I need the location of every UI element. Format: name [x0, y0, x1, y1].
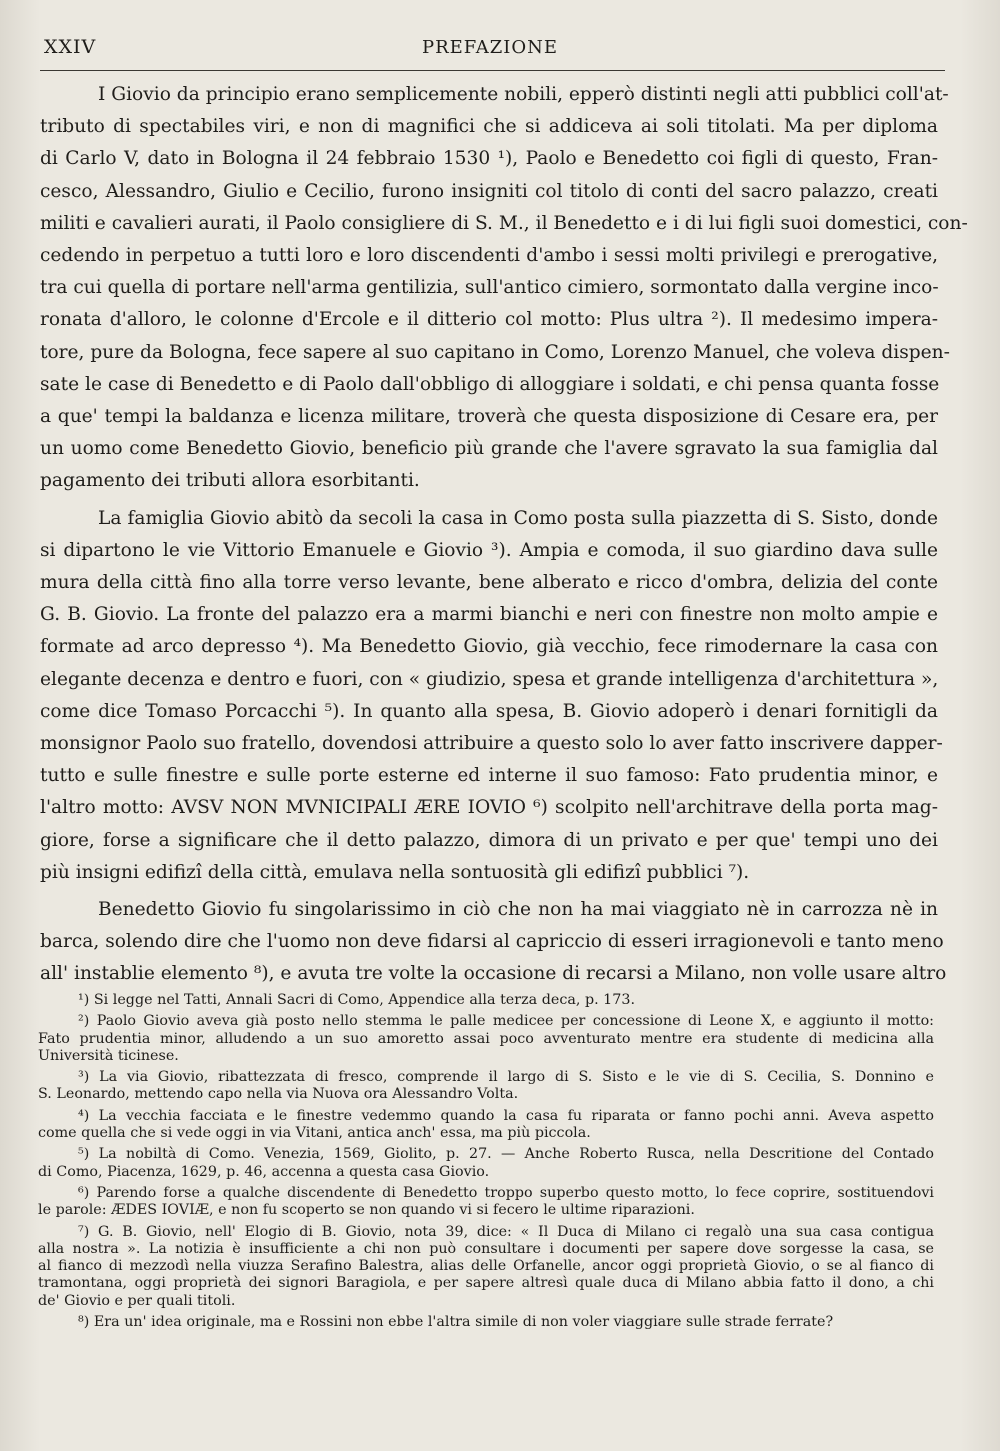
- text-line: un uomo come Benedetto Giovio, beneficio più grande che l'avere sgravato la sua famiglia dal: [40, 438, 938, 460]
- main-text: [40, 79, 968, 991]
- footnote-line: ⁷) G. B. Giovio, nell' Elogio di B. Giovio, nota 39, dice: « Il Duca di Milano ci regalò una sua casa contigua: [78, 1223, 934, 1240]
- footnote-line: ⁴) La vecchia facciata e le finestre vedemmo quando la casa fu riparata or fanno pochi anni. Aveva aspetto: [78, 1107, 934, 1124]
- footnote-line: tramontana, oggi proprietà dei signori Baragiola, e per sapere altresì quale duca di Milano abbia fatto il dono, a chi: [38, 1275, 934, 1292]
- footnote-line: ⁵) La nobiltà di Como. Venezia, 1569, Giolito, p. 27. — Anche Roberto Rusca, nella Descritione del Contado: [78, 1146, 934, 1163]
- footnote-line: ⁶) Parendo forse a qualche discendente di Benedetto troppo superbo questo motto, lo fece coprire, sostituendovi: [78, 1184, 934, 1201]
- paragraph: [40, 894, 947, 991]
- text-line: tra cui quella di portare nell'arma gentilizia, sull'antico cimiero, sormontato dalla vergine inco-: [40, 277, 939, 299]
- footnote: [38, 992, 934, 1009]
- footnote-line: Fato prudentia minor, alludendo a un suo amoretto assai poco avventurato mentre era studente di medicina alla: [38, 1030, 934, 1047]
- footnote-line: ²) Paolo Giovio aveva già posto nello stemma le palle medicee per concessione di Leone X, e aggiunto il motto:: [78, 1013, 934, 1030]
- footnote-line: S. Leonardo, mettendo capo nella via Nuova ora Alessandro Volta.: [38, 1086, 519, 1103]
- footnote-line: ¹) Si legge nel Tatti, Annali Sacri di Como, Appendice alla terza deca, p. 173.: [78, 992, 636, 1008]
- footnote-line: le parole: ÆDES IOVIÆ, e non fu scoperto se non quando vi si fecero le ultime riparazioni.: [38, 1202, 695, 1219]
- text-line: tributo di spectabiles viri, e non di magnifici che si addiceva ai soli titolati. Ma per diploma: [40, 116, 938, 138]
- text-line: G. B. Giovio. La fronte del palazzo era a marmi bianchi e neri con finestre non molto ampie e: [40, 604, 938, 626]
- text-line: sate le case di Benedetto e di Paolo dall'obbligo di alloggiare i soldati, e chi pensa quanta fosse: [40, 373, 940, 395]
- page-header: [44, 36, 938, 66]
- text-line: più insigni edifizî della città, emulava nella sontuosità gli edifizî pubblici ⁷).: [40, 861, 750, 883]
- text-line: La famiglia Giovio abitò da secoli la casa in Como posta sulla piazzetta di S. Sisto, donde: [98, 507, 938, 529]
- page-number: XXIV: [44, 36, 97, 58]
- footnote: [38, 1108, 934, 1143]
- footnote-line: Università ticinese.: [38, 1047, 179, 1064]
- text-line: mura della città fino alla torre verso levante, bene alberato e ricco d'ombra, delizia del conte: [40, 572, 938, 594]
- text-line: barca, solendo dire che l'uomo non deve fidarsi al capriccio di esseri irragionevoli e tanto meno: [40, 931, 944, 953]
- text-line: l'altro motto: AVSV NON MVNICIPALI ÆRE IOVIO ⁶) scolpito nell'architrave della porta mag-: [40, 797, 938, 819]
- text-line: tutto e sulle finestre e sulle porte esterne ed interne il suo famoso: Fato prudentia minor, e: [40, 765, 938, 787]
- footnote-line: di Como, Piacenza, 1629, p. 46, accenna a questa casa Giovio.: [38, 1163, 490, 1180]
- footnote: [38, 1314, 934, 1331]
- paragraph: [40, 79, 968, 498]
- running-title: PREFAZIONE: [422, 37, 558, 58]
- footnote: [38, 1013, 934, 1065]
- footnote-line: alla nostra ». La notizia è insufficiente a chi non può consultare i documenti per sapere dove sorgesse la casa, se: [38, 1240, 934, 1257]
- footnotes: [38, 992, 934, 1335]
- text-line: Benedetto Giovio fu singolarissimo in ciò che non ha mai viaggiato nè in carrozza nè in: [98, 899, 938, 921]
- footnote-line: come quella che si vede oggi in via Vitani, antica anch' essa, ma più piccola.: [38, 1125, 591, 1142]
- text-line: formate ad arco depresso ⁴). Ma Benedetto Giovio, già vecchio, fece rimodernare la casa con: [40, 636, 938, 658]
- footnote-line: ⁸) Era un' idea originale, ma e Rossini non ebbe l'altra simile di non voler viaggiare sulle strade ferrate?: [78, 1314, 834, 1331]
- text-line: I Giovio da principio erano semplicemente nobili, epperò distinti negli atti pubblici coll'at-: [98, 84, 949, 105]
- footnote-line: al fianco di mezzodì nella viuzza Serafino Balestra, alias delle Orfanelle, ancor oggi proprietà Giovio, o se al fianco di: [38, 1258, 934, 1275]
- text-line: cesco, Alessandro, Giulio e Cecilio, furono insigniti col titolo di conti del sacro palazzo, creati: [40, 180, 938, 202]
- text-line: giore, forse a significare che il detto palazzo, dimora di un privato e per que' tempi uno dei: [40, 829, 938, 851]
- text-line: ronata d'alloro, le colonne d'Ercole e il ditterio col motto: Plus ultra ²). Il medesimo impera-: [40, 309, 938, 331]
- text-line: elegante decenza e dentro e fuori, con « giudizio, spesa et grande intelligenza d'architettura »,: [40, 668, 939, 690]
- text-line: si dipartono le vie Vittorio Emanuele e Giovio ³). Ampia e comoda, il suo giardino dava sulle: [40, 539, 938, 561]
- header-rule: [40, 70, 945, 71]
- paragraph: [40, 503, 943, 889]
- text-line: militi e cavalieri aurati, il Paolo consigliere di S. M., il Benedetto e i di lui figli suoi domestici, con-: [40, 212, 968, 234]
- footnote-line: ³) La via Giovio, ribattezzata di fresco, comprende il largo di S. Sisto e le vie di S. Cecilia, S. Donnino e: [78, 1069, 934, 1086]
- footnote: [38, 1146, 934, 1181]
- footnote: [38, 1069, 934, 1104]
- text-line: di Carlo V, dato in Bologna il 24 febbraio 1530 ¹), Paolo e Benedetto coi figli di questo, Fran-: [40, 148, 938, 170]
- text-line: pagamento dei tributi allora esorbitanti.: [40, 470, 420, 492]
- text-line: all' instablie elemento ⁸), e avuta tre volte la occasione di recarsi a Milano, non volle usare altro: [40, 963, 947, 985]
- text-line: come dice Tomaso Porcacchi ⁵). In quanto alla spesa, B. Giovio adoperò i denari fornitigli da: [40, 700, 938, 722]
- footnote-line: de' Giovio e per quali titoli.: [38, 1292, 236, 1309]
- text-line: a que' tempi la baldanza e licenza militare, troverà che questa disposizione di Cesare era, per: [40, 406, 938, 428]
- footnote: [38, 1224, 934, 1310]
- footnote: [38, 1185, 934, 1220]
- text-line: cedendo in perpetuo a tutti loro e loro discendenti d'ambo i sessi molti privilegi e prerogative,: [40, 245, 938, 267]
- text-line: tore, pure da Bologna, fece sapere al suo capitano in Como, Lorenzo Manuel, che voleva dispen-: [40, 341, 950, 363]
- text-line: monsignor Paolo suo fratello, dovendosi attribuire a questo solo lo aver fatto inscrivere dapper-: [40, 733, 943, 755]
